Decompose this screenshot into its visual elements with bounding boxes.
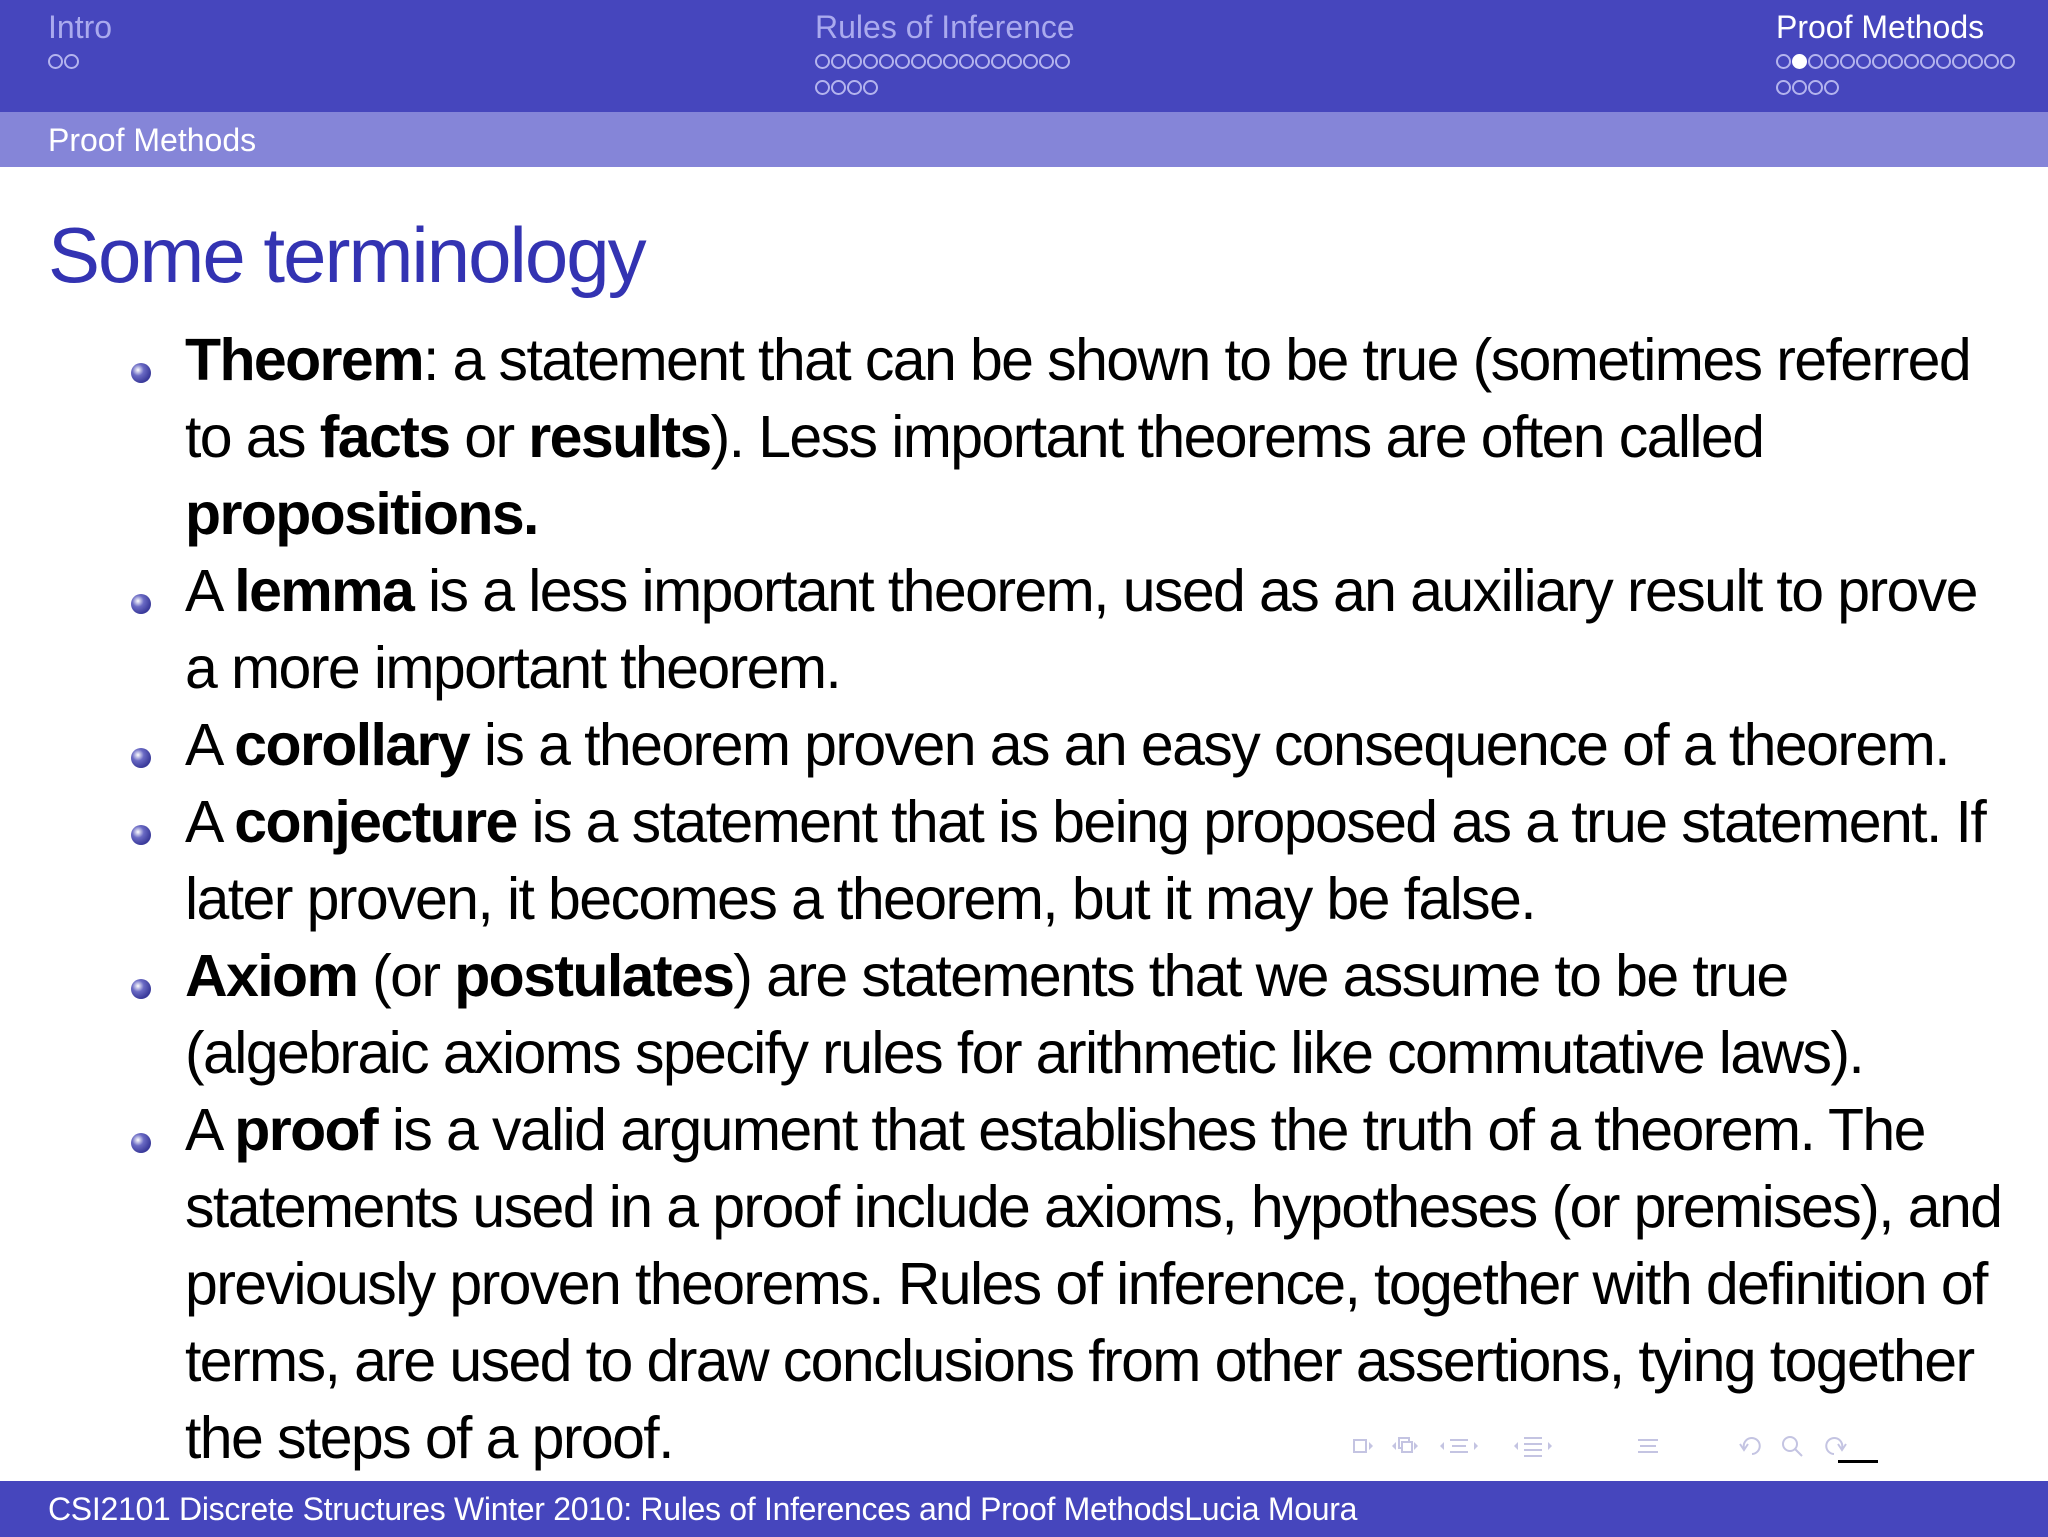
term-text: ). Less important theorems are often called	[710, 404, 1764, 470]
term-text: : a statement that can be shown to be true (sometimes referred to as	[185, 327, 1971, 470]
term-bold: lemma	[234, 558, 414, 624]
cursor-underline	[1838, 1460, 1878, 1463]
back-icon[interactable]	[1738, 1434, 1766, 1465]
slide-dots	[815, 50, 1075, 98]
current-slide-dot[interactable]	[1792, 54, 1807, 69]
slide-dot[interactable]	[1055, 54, 1070, 69]
slide-dot[interactable]	[991, 54, 1006, 69]
nav-section-title[interactable]: Rules of Inference	[815, 9, 1075, 45]
slide-dot[interactable]	[959, 54, 974, 69]
search-icon[interactable]	[1780, 1434, 1806, 1465]
slide-dot[interactable]	[1920, 54, 1935, 69]
slide-dots-row	[1776, 76, 2015, 98]
term-text: is a less important theorem, used as an auxiliary result to prove a more important theorem.	[185, 558, 1977, 701]
nav-section-title[interactable]: Proof Methods	[1776, 9, 1985, 45]
list-item	[130, 1092, 2010, 1477]
slide-dots	[48, 50, 112, 72]
footline-bar	[0, 1481, 2048, 1537]
nav-section-title[interactable]: Intro	[48, 9, 113, 45]
slide-dot[interactable]	[48, 54, 63, 69]
term-bold: facts	[319, 404, 450, 470]
frame-content	[130, 322, 2010, 1477]
term-bold: propositions.	[185, 481, 538, 547]
slide-dot[interactable]	[1888, 54, 1903, 69]
nav-section-intro[interactable]	[48, 8, 112, 72]
slide-dots-row	[1776, 50, 2015, 72]
term-bold: Theorem	[185, 327, 423, 393]
blue-sphere-bullet-icon	[130, 978, 152, 1000]
term-bold: conjecture	[234, 789, 517, 855]
term-bold: corollary	[234, 712, 470, 778]
terminology-list	[130, 322, 2010, 1477]
slide-dot[interactable]	[2000, 54, 2015, 69]
frame-title: Some terminology	[48, 211, 645, 299]
slide-dot[interactable]	[911, 54, 926, 69]
list-item	[130, 784, 2010, 938]
slide-dot[interactable]	[1840, 54, 1855, 69]
slide-dot[interactable]	[1824, 54, 1839, 69]
term-bold: proof	[234, 1097, 378, 1163]
slide-dot[interactable]	[975, 54, 990, 69]
subsection-bar	[0, 112, 2048, 167]
slide-dot[interactable]	[1808, 54, 1823, 69]
slide-dot[interactable]	[863, 80, 878, 95]
term-text: is a statement that is being proposed as a true statement. If later proven, it becomes a theorem, but it may be false.	[185, 789, 1986, 932]
term-text: or	[449, 404, 529, 470]
term-bold: postulates	[454, 943, 734, 1009]
slide-dot[interactable]	[927, 54, 942, 69]
slide-dot[interactable]	[863, 54, 878, 69]
slide-dot[interactable]	[895, 54, 910, 69]
slide-dot[interactable]	[1984, 54, 1999, 69]
section-navigation-bar	[0, 0, 2048, 112]
blue-sphere-bullet-icon	[130, 1132, 152, 1154]
slide-dot[interactable]	[831, 80, 846, 95]
subsection-title: Proof Methods	[48, 122, 257, 158]
slide-dot[interactable]	[1792, 80, 1807, 95]
nav-section-rules-of-inference[interactable]	[815, 8, 1075, 98]
blue-sphere-bullet-icon	[130, 362, 152, 384]
term-text: is a theorem proven as an easy consequence of a theorem.	[469, 712, 1949, 778]
slide-dot[interactable]	[815, 80, 830, 95]
slide-dot[interactable]	[1936, 54, 1951, 69]
slide-dot[interactable]	[64, 54, 79, 69]
term-text: is a valid argument that establishes the truth of a theorem. The statements used in a proof include axioms, hypotheses (or premises), and previously proven theorems. Rules of inference, together with definition of terms, are used to draw conclusions from other assertions, tying together the steps of a proof.	[185, 1097, 2002, 1471]
beamer-navigation-symbols	[1352, 1432, 2032, 1466]
slide-dot[interactable]	[879, 54, 894, 69]
frame-next-icon[interactable]	[1388, 1435, 1418, 1464]
footer-citation: CSI2101 Discrete Structures Winter 2010: Rules of Inferences and Proof MethodsLucia Moura	[48, 1491, 1358, 1527]
term-bold: Axiom	[185, 943, 358, 1009]
frame-prev-icon[interactable]	[1352, 1435, 1374, 1464]
slide-dot[interactable]	[847, 54, 862, 69]
slide-dots-row	[48, 50, 112, 72]
slide-dot[interactable]	[815, 54, 830, 69]
list-item	[130, 322, 2010, 553]
slide-dots-row	[815, 50, 1075, 72]
slide-dot[interactable]	[1039, 54, 1054, 69]
list-item	[130, 707, 2010, 784]
subsection-icon[interactable]	[1432, 1435, 1492, 1464]
slide-dot[interactable]	[1023, 54, 1038, 69]
slide-dot[interactable]	[1824, 80, 1839, 95]
nav-section-proof-methods[interactable]	[1776, 8, 2015, 98]
term-text: ) are statements that we assume to be true (algebraic axioms specify rules for arithmetic like commutative laws).	[185, 943, 1864, 1086]
blue-sphere-bullet-icon	[130, 747, 152, 769]
slide-dot[interactable]	[831, 54, 846, 69]
term-text: A	[185, 558, 235, 624]
slide-dot[interactable]	[1856, 54, 1871, 69]
slide-dots	[1776, 50, 2015, 98]
term-text: (or	[357, 943, 455, 1009]
slide-dot[interactable]	[1952, 54, 1967, 69]
list-item	[130, 553, 2010, 707]
presentation-icon[interactable]	[1634, 1435, 1670, 1464]
slide-dot[interactable]	[1007, 54, 1022, 69]
slide-dot[interactable]	[1904, 54, 1919, 69]
slide-dot[interactable]	[1968, 54, 1983, 69]
term-text: A	[185, 789, 235, 855]
slide-dot[interactable]	[847, 80, 862, 95]
slide-dot[interactable]	[1808, 80, 1823, 95]
slide-dot[interactable]	[1776, 80, 1791, 95]
list-item	[130, 938, 2010, 1092]
section-icon[interactable]	[1506, 1435, 1566, 1464]
term-text: A	[185, 1097, 235, 1163]
slide-dot[interactable]	[943, 54, 958, 69]
slide-dots-row	[815, 76, 1075, 98]
blue-sphere-bullet-icon	[130, 824, 152, 846]
slide-dot[interactable]	[1872, 54, 1887, 69]
blue-sphere-bullet-icon	[130, 593, 152, 615]
term-text: A	[185, 712, 235, 778]
term-bold: results	[528, 404, 711, 470]
slide-dot[interactable]	[1776, 54, 1791, 69]
